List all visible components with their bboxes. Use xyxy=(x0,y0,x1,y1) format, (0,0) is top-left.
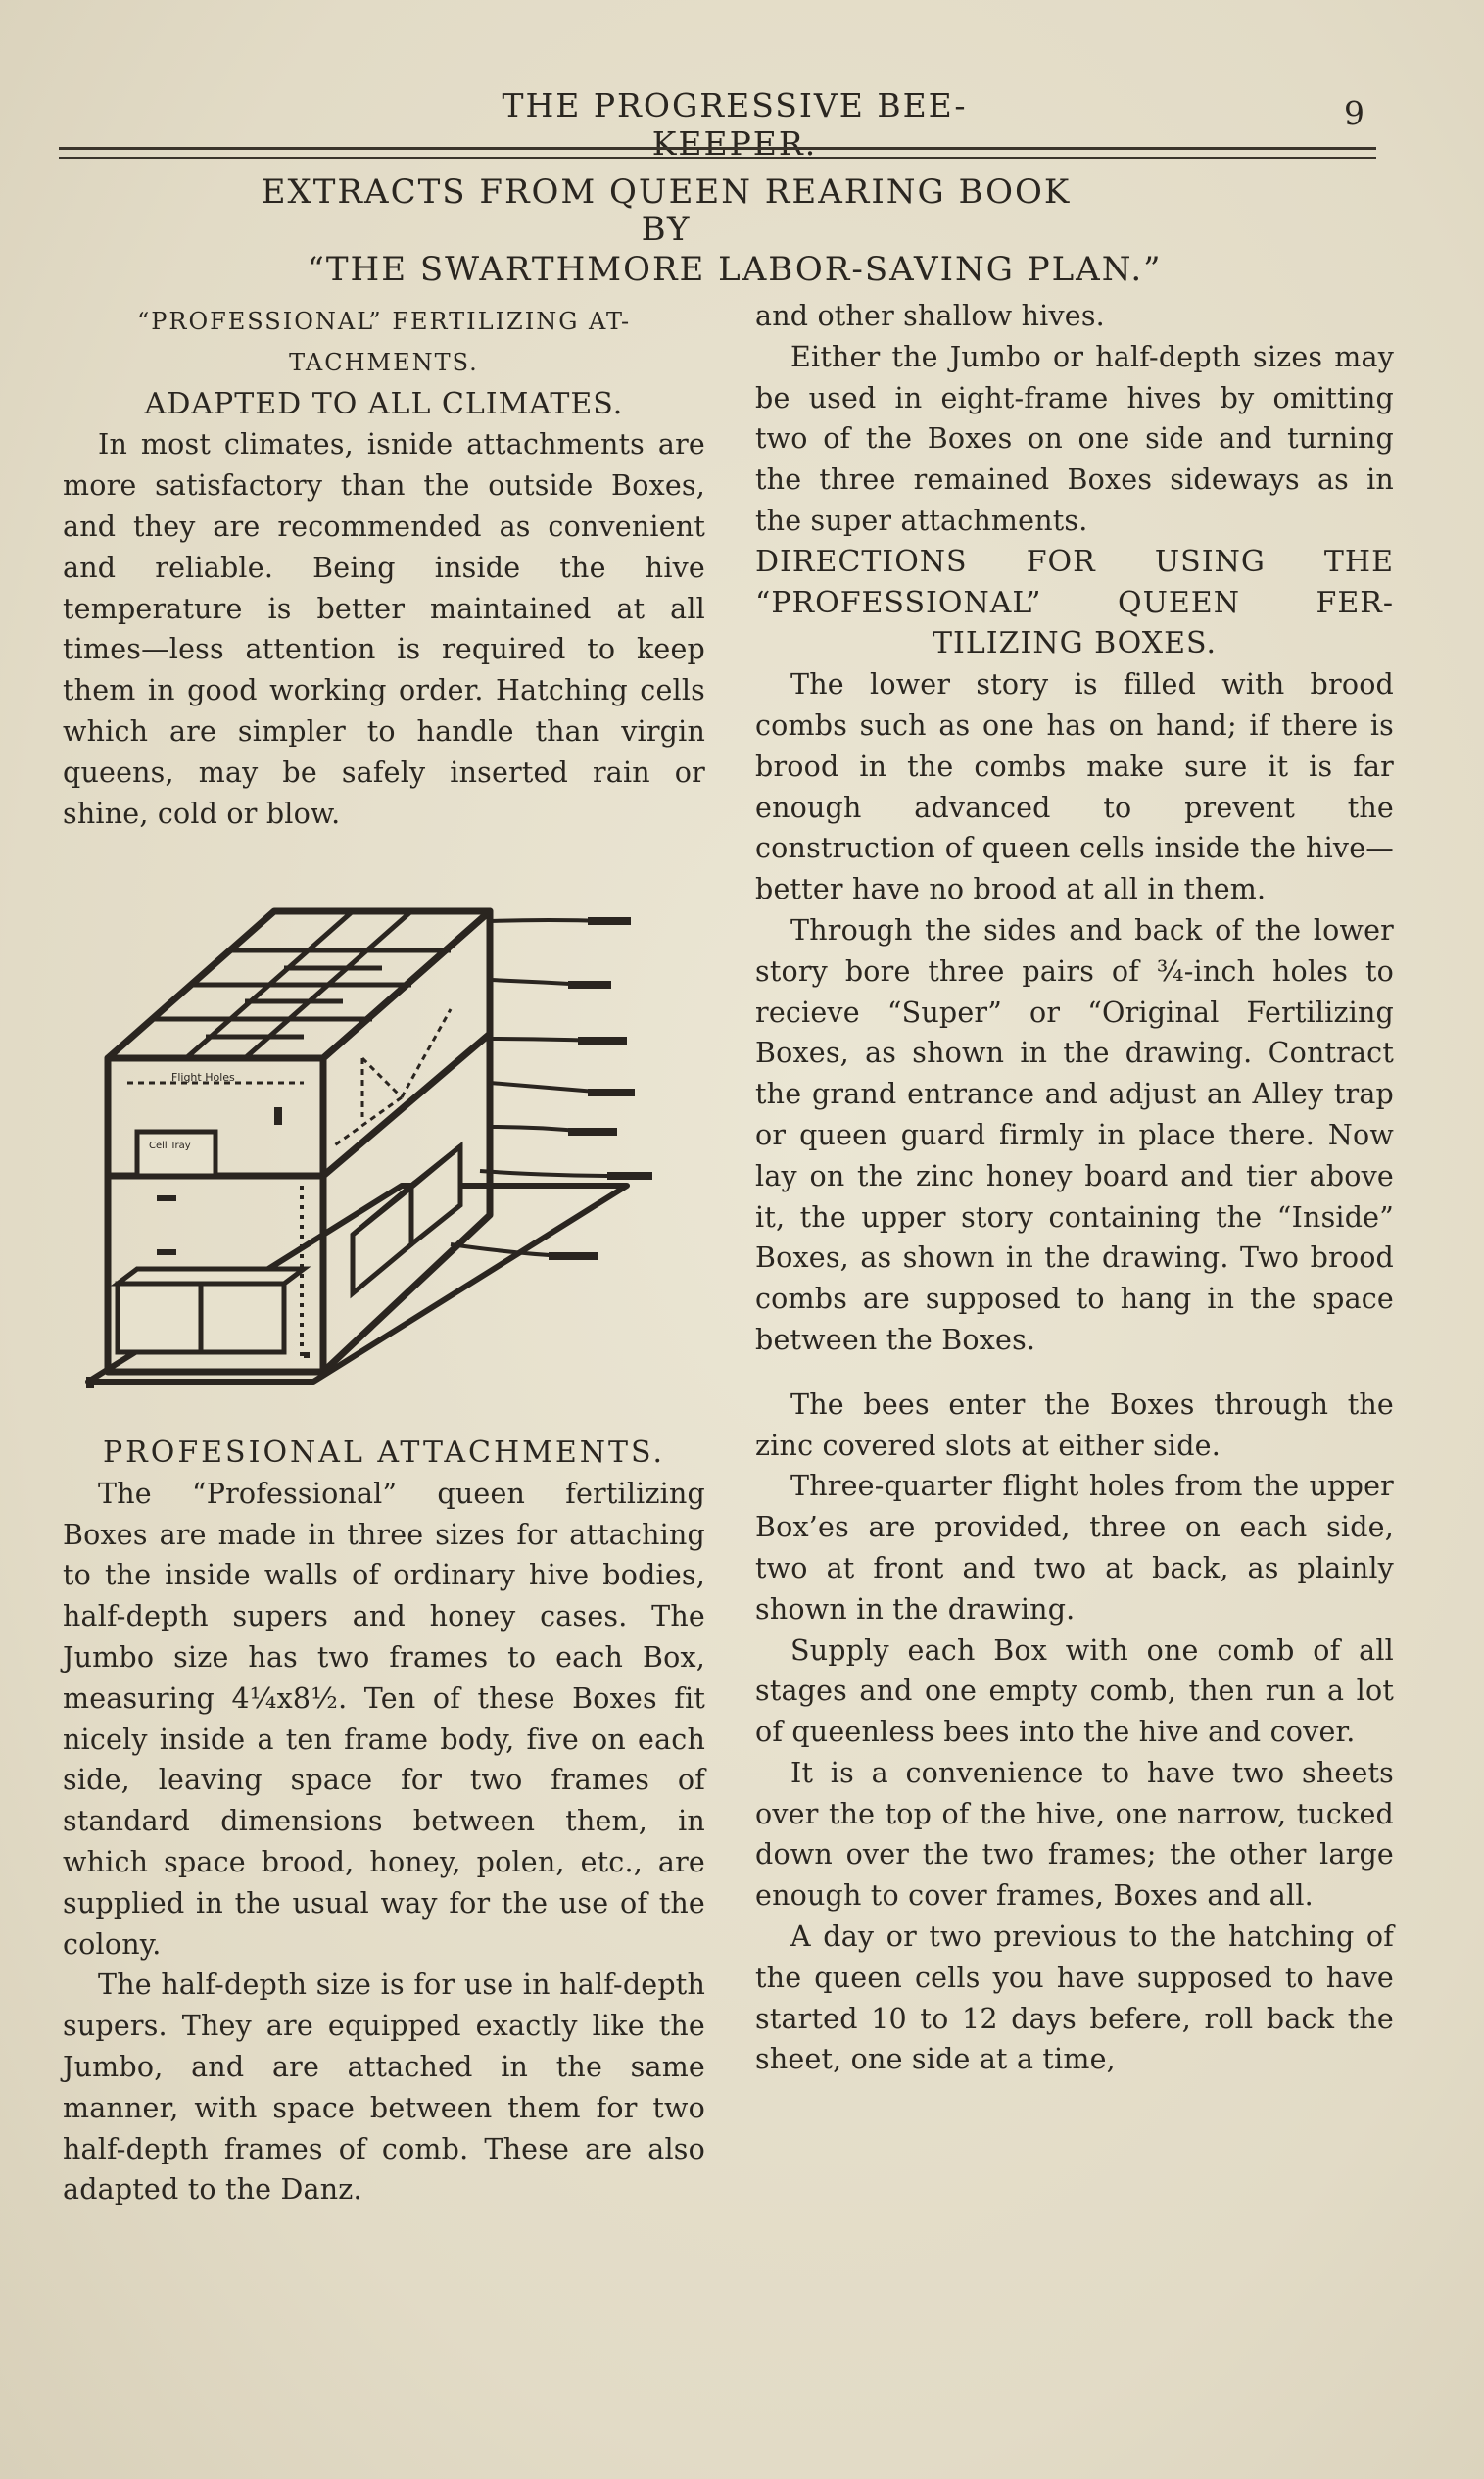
section-title-cont: TACHMENTS. xyxy=(289,348,479,376)
paragraph: The “Professional” queen fertilizing Boxes are made in three sizes for attaching to the inside walls of ordinary hive bodies, half-depth supers and honey cases. The Jumbo size has two frames to each Box, measuring 4¼x8½. Ten of these Boxes fit nicely inside a ten frame body, five on each side, leaving space for two frames of standard dimensions between them, in which space brood, honey, polen, etc., are supplied in the usual way for the use of the colony. xyxy=(63,1477,705,1961)
paragraph: The bees enter the Boxes through the zinc covered slots at either side. xyxy=(755,1387,1394,1462)
paragraph: Through the sides and back of the lower story bore three pairs of ¾-inch holes to recieve “Super” or “Original Fertilizing Boxes, as shown in the drawing. Contract the grand entrance and adjust an Alley trap or queen guard firmly in place there. Now lay on the zinc honey board and tier above it, the upper story containing the “Inside” Boxes, as shown in the drawing. Two brood combs are supposed to hang in the space between the Boxes. xyxy=(755,913,1394,1356)
right-column xyxy=(755,296,1394,2080)
article-source: “THE SWARTHMORE LABOR-SAVING PLAN.” xyxy=(307,250,1163,289)
paragraph: The half-depth size is for use in half-depth supers. They are equipped exactly like the Jumbo, and are attached in the same manner, with space between them for two half-depth frames of comb. These are also adapted to the Danz. xyxy=(63,1969,705,2207)
paragraph: Supply each Box with one comb of all stages and one empty comb, then run a lot of queenless bees into the hive and cover. xyxy=(755,1633,1394,1749)
article-title: EXTRACTS FROM QUEEN REARING BOOK xyxy=(261,172,1072,212)
paragraph: In most climates, isnide attachments are more satisfactory than the outside Boxes, and they are recommended as convenient and reliable. Being inside the hive temperature is better maintained at all times—less attention is required to keep them in good working order. Hatching cells which are simpler to handle than virgin queens, may be safely inserted rain or shine, cold or blow. xyxy=(63,428,705,830)
cell-label: Cell Tray xyxy=(149,1141,191,1151)
paragraph: Either the Jumbo or half-depth sizes may be used in eight-frame hives by omitting two of the Boxes on one side and turning the three remained Boxes sideways as in the super attachments. xyxy=(755,340,1394,537)
flight-holes-label: Flight Holes xyxy=(171,1071,235,1084)
directions-title-end: TILIZING BOXES. xyxy=(932,626,1218,661)
hive-illustration xyxy=(78,892,695,1411)
section-subtitle: ADAPTED TO ALL CLIMATES. xyxy=(144,386,624,421)
header-rule xyxy=(59,147,1376,150)
section-title: “PROFESSIONAL” FERTILIZING AT- xyxy=(136,308,632,335)
section-title-2: PROFESIONAL ATTACHMENTS. xyxy=(102,1435,666,1470)
directions-title-cont: “PROFESSIONAL” QUEEN FER- xyxy=(755,585,1394,620)
paragraph: It is a convenience to have two sheets over the top of the hive, one narrow, tucked down over the two frames; the other large enough to cover frames, Boxes and all. xyxy=(755,1756,1394,1913)
directions-title: DIRECTIONS FOR USING THE xyxy=(755,544,1394,579)
left-column-bottom xyxy=(63,1433,705,2211)
header-rule-thin xyxy=(59,157,1376,159)
paragraph: The lower story is filled with brood combs such as one has on hand; if there is brood in the combs make sure it is far enough advanced to prevent the construction of queen cells inside the hive—better have no brood at all in them. xyxy=(755,668,1394,906)
article-by: BY xyxy=(641,210,692,249)
paragraph: and other shallow hives. xyxy=(755,300,1105,332)
left-column-top xyxy=(63,302,705,834)
running-head: THE PROGRESSIVE BEE-KEEPER. xyxy=(502,86,968,163)
spacer xyxy=(755,1361,1394,1385)
paragraph: Three-quarter flight holes from the upper Box’es are provided, three on each side, two at front and two at back, as plainly shown in the drawing. xyxy=(755,1470,1394,1626)
paragraph: A day or two previous to the hatching of the queen cells you have supposed to have started 10 to 12 days befere, roll back the sheet, one side at a time, xyxy=(755,1920,1394,2076)
page-number: 9 xyxy=(1344,94,1364,132)
